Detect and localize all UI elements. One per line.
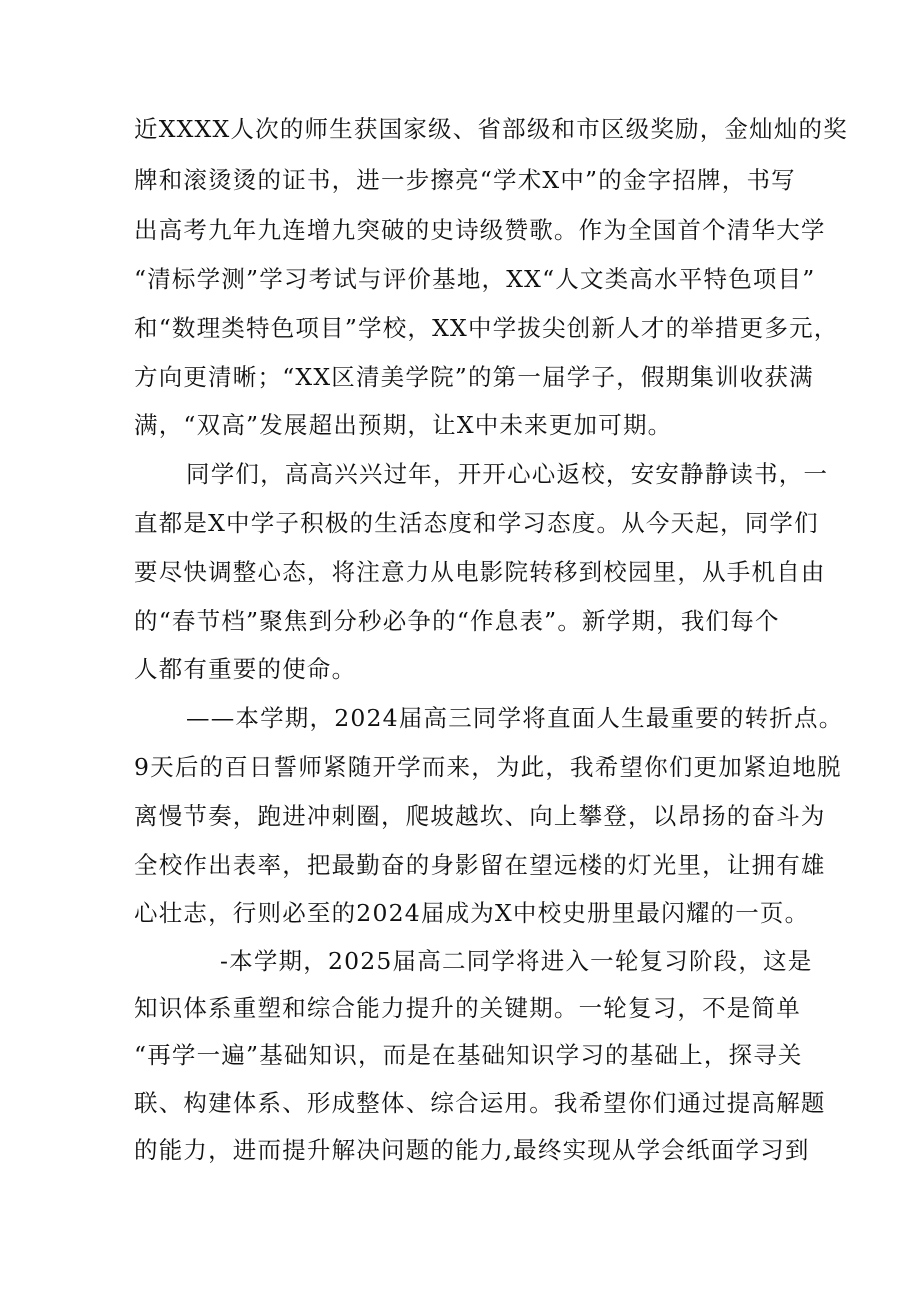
text-line: 知识体系重塑和综合能力提升的关键期。一轮复习，不是简单	[134, 994, 801, 1022]
text-line: 离慢节奏，跑进冲刺圈，爬坡越坎、向上攀登，以昂扬的奋斗为	[134, 802, 826, 830]
text-line: 心壮志，行则必至的2024届成为X中校史册里最闪耀的一页。	[134, 899, 810, 927]
text-line: 人都有重要的使命。	[134, 655, 357, 683]
text-line: 出高考九年九连增九突破的史诗级赞歌。作为全国首个清华大学	[134, 216, 826, 244]
text-line: 9天后的百日誓师紧随开学而来，为此，我希望你们更加紧迫地脱	[134, 753, 842, 781]
text-line: 和“数理类特色项目”学校，XX中学拔尖创新人才的举措更多元，	[134, 314, 839, 342]
text-line: 联、构建体系、形成整体、综合运用。我希望你们通过提高解题	[134, 1089, 826, 1117]
text-line: 牌和滚烫烫的证书，进一步擦亮“学术X中”的金字招牌，书写	[134, 166, 796, 194]
text-line: 直都是X中学子积极的生活态度和学习态度。从今天起，同学们	[134, 509, 819, 537]
paragraph-start-line: 同学们，高高兴兴过年，开开心心返校，安安静静读书，一	[186, 460, 829, 488]
text-line: 要尽快调整心态，将注意力从电影院转移到校园里，从手机自由	[134, 558, 826, 586]
text-line: 近XXXX人次的师生获国家级、省部级和市区级奖励，金灿灿的奖	[134, 115, 848, 143]
text-line: 的能力，进而提升解决问题的能力,最终实现从学会纸面学习到	[134, 1136, 810, 1164]
text-line: “清标学测”学习考试与评价基地，XX“人文类高水平特色项目”	[134, 265, 816, 293]
text-line: 方向更清晰；“XX区清美学院”的第一届学子，假期集训收获满	[134, 363, 814, 391]
paragraph-start-line: -本学期，2025届高二同学将进入一轮复习阶段，这是	[220, 947, 813, 975]
paragraph-start-line: ——本学期，2024届高三同学将直面人生最重要的转折点。	[186, 704, 844, 732]
text-line: 的“春节档”聚焦到分秒必争的“作息表”。新学期，我们每个	[134, 607, 780, 635]
text-line: “再学一遍”基础知识，而是在基础知识学习的基础上，探寻关	[134, 1041, 803, 1069]
text-line: 满，“双高”发展超出预期，让X中未来更加可期。	[134, 411, 673, 439]
text-line: 全校作出表率，把最勤奋的身影留在望远楼的灯光里，让拥有雄	[134, 851, 826, 879]
